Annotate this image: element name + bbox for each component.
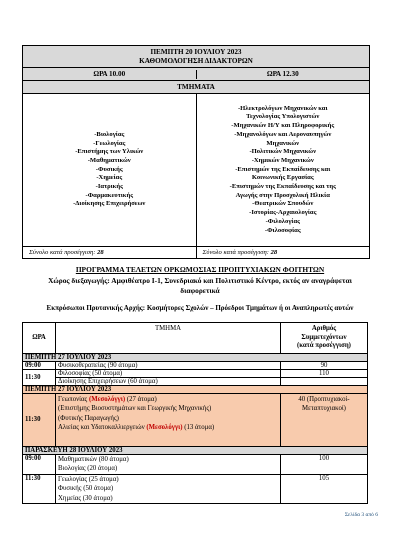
dept-name: Αλιείας και Υδατοκαλλιεργειών xyxy=(58,424,145,432)
department-item: -Ηλεκτρολόγων Μηχανικών και xyxy=(237,104,328,112)
row-count: 110 xyxy=(281,369,368,377)
schedule-table xyxy=(22,322,368,504)
row-dept xyxy=(56,393,281,446)
table-row xyxy=(23,377,368,385)
time-row xyxy=(23,68,369,81)
row-count-empty xyxy=(281,377,368,385)
row-time: 09:00 xyxy=(23,361,56,369)
department-item: -Βιολογίας xyxy=(94,130,125,138)
col-time: ΩΡΑ xyxy=(23,323,56,354)
col-count-line3: (κατά προσέγγιση) xyxy=(297,342,351,350)
time-left: ΩΡΑ 10.00 xyxy=(23,70,197,79)
day-label: ΠΑΡΑΣΚΕΥΗ 28 ΙΟΥΛΙΟΥ 2023 xyxy=(23,446,368,454)
time-right: ΩΡΑ 12.30 xyxy=(266,70,299,78)
total-left-label: Σύνολο κατά προσέγγιση: xyxy=(29,249,96,256)
department-item: -Φαρμακευτικής xyxy=(85,191,133,199)
row-count: 100 xyxy=(281,454,368,474)
row-dept xyxy=(56,474,281,504)
row-count: 90 xyxy=(281,361,368,369)
dept-name: Γεωπονίας xyxy=(58,395,88,403)
row-dept xyxy=(56,454,281,474)
departments-header: ΤΜΗΜΑΤΑ xyxy=(23,81,369,94)
department-item: -Φιλοσοφίας xyxy=(264,226,301,234)
department-item: Αγωγής στην Προσχολική Ηλικία xyxy=(235,191,330,199)
table-row xyxy=(23,361,368,369)
col-count-line2: Συμμετεχόντων xyxy=(301,333,347,341)
count-line: 40 (Προπτυχιακοί- xyxy=(298,395,350,403)
left-departments-list xyxy=(23,94,197,246)
total-left-value: 28 xyxy=(97,249,104,256)
location-tag: (Μεσολόγγι) xyxy=(146,424,183,432)
dept-line: Χημείας (30 άτομα) xyxy=(58,494,113,502)
doctoral-ceremony-table xyxy=(22,45,370,259)
row-time: 09:00 xyxy=(23,454,56,474)
col-count xyxy=(281,323,368,354)
col-count-line1: Αριθμός xyxy=(311,325,337,332)
department-item: -Χημείας xyxy=(96,174,123,182)
department-item: -Θεατρικών Σπουδών xyxy=(252,200,314,208)
page-number: Σελίδα 3 από 6 xyxy=(344,512,378,518)
department-item: -Φυσικής xyxy=(95,165,123,173)
table-row xyxy=(23,393,368,446)
totals-row xyxy=(23,247,369,258)
dept-line xyxy=(58,395,278,405)
day-label: ΠΕΜΠΤΗ 27 ΙΟΥΛΙΟΥ 2023 xyxy=(23,353,368,361)
col-dept: ΤΜΗΜΑ xyxy=(56,323,281,354)
table-row xyxy=(23,454,368,474)
department-item: Τεχνολογίας Υπολογιστών xyxy=(246,113,320,121)
dept-line: Γεωλογίας (25 άτομα) xyxy=(58,475,119,483)
department-item: -Χημικών Μηχανικών xyxy=(251,156,314,164)
day-row xyxy=(23,353,368,361)
day-row xyxy=(23,385,368,393)
dept-line: Μαθηματικών (80 άτομα) xyxy=(58,455,129,463)
departments-body xyxy=(23,94,369,247)
dept-count: (13 άτομα) xyxy=(184,424,215,432)
ceremony-subtitle: ΚΑΘΟΜΟΛΟΓΗΣΗ ΔΙΔΑΚΤΟΡΩΝ xyxy=(139,57,253,65)
dept-count: (27 άτομα) xyxy=(126,395,157,403)
row-dept: Φιλοσοφίας (50 άτομα) xyxy=(56,369,281,377)
right-departments-list xyxy=(197,94,370,246)
department-item: -Ιατρικής xyxy=(95,183,123,191)
row-time: 11:30 xyxy=(23,474,56,504)
day-label: ΠΕΜΠΤΗ 27 ΙΟΥΛΙΟΥ 2023 xyxy=(23,385,368,393)
dept-line: (Φυτικής Παραγωγής) xyxy=(58,414,119,422)
venue-line-2: διαφορετικά xyxy=(180,286,220,295)
department-item: -Ιστορίας-Αρχαιολογίας xyxy=(249,209,317,217)
department-item: -Φιλολογίας xyxy=(265,217,300,225)
program-title: ΠΡΟΓΡΑΜΜΑ ΤΕΛΕΤΩΝ ΟΡΚΩΜΟΣΙΑΣ ΠΡΟΠΤΥΧΙΑΚΩΝ ΦΟΙΤΗΤΩΝ xyxy=(75,265,325,274)
total-right xyxy=(197,247,370,258)
row-time: 11:30 xyxy=(23,393,56,446)
department-item: -Πολιτικών Μηχανικών xyxy=(249,148,317,156)
department-item: -Μαθηματικών xyxy=(87,156,131,164)
dept-line xyxy=(58,423,278,433)
row-dept: Φυσικοθεραπείας (90 άτομα) xyxy=(56,361,281,369)
department-item: -Μηχανολόγων και Αεροναυπηγών xyxy=(234,130,332,138)
dept-line: Βιολογίας (20 άτομα) xyxy=(58,465,118,473)
total-right-label: Σύνολο κατά προσέγγιση: xyxy=(202,249,269,256)
location-tag: (Μεσολόγγι) xyxy=(88,395,126,403)
day-row xyxy=(23,446,368,454)
department-item: -Γεωλογίας xyxy=(93,139,126,147)
row-count: 105 xyxy=(281,474,368,504)
table-row xyxy=(23,369,368,377)
department-item: -Επιστήμης των Υλικών xyxy=(75,148,144,156)
table-row xyxy=(23,474,368,504)
ceremony-header xyxy=(23,46,369,68)
department-item: Μηχανικών xyxy=(266,139,300,147)
row-dept: Διοίκησης Επιχειρήσεων (60 άτομα) xyxy=(56,377,281,385)
ceremony-date: ΠΕΜΠΤΗ 20 ΙΟΥΛΙΟΥ 2023 xyxy=(150,48,242,56)
count-line: Μεταπτυχιακοί) xyxy=(302,404,346,412)
schedule-header-row xyxy=(23,323,368,354)
dept-line: Φυσικής (50 άτομα) xyxy=(58,485,114,493)
department-item: -Διοίκησης Επιχειρήσεων xyxy=(73,200,146,208)
dept-line: (Επιστήμης Βιοσυστημάτων και Γεωργικής Μηχανικής) xyxy=(58,405,212,413)
venue-line-1: Χώρος διεξαγωγής: Αμφιθέατρο Ι-1, Συνεδριακό και Πολιτιστικό Κέντρο, εκτός αν αναγράφεται xyxy=(48,276,352,285)
total-right-value: 28 xyxy=(270,249,278,256)
department-item: -Επιστημών της Εκπαίδευσης και xyxy=(235,165,331,173)
department-item: -Επιστημών της Εκπαίδευσης και της xyxy=(229,183,336,191)
total-left xyxy=(23,247,197,258)
row-time: 11:30 xyxy=(23,369,56,385)
department-item: -Μηχανικών Η/Υ και Πληροφορικής xyxy=(231,122,335,130)
representatives: Εκπρόσωποι Πρυτανικής Αρχής: Κοσμήτορες Σχολών – Πρόεδροι Τμημάτων ή οι Αναπληρωτές αυτών xyxy=(46,304,354,312)
department-item: Κοινωνικής Εργασίας xyxy=(251,174,314,182)
row-count xyxy=(281,393,368,446)
